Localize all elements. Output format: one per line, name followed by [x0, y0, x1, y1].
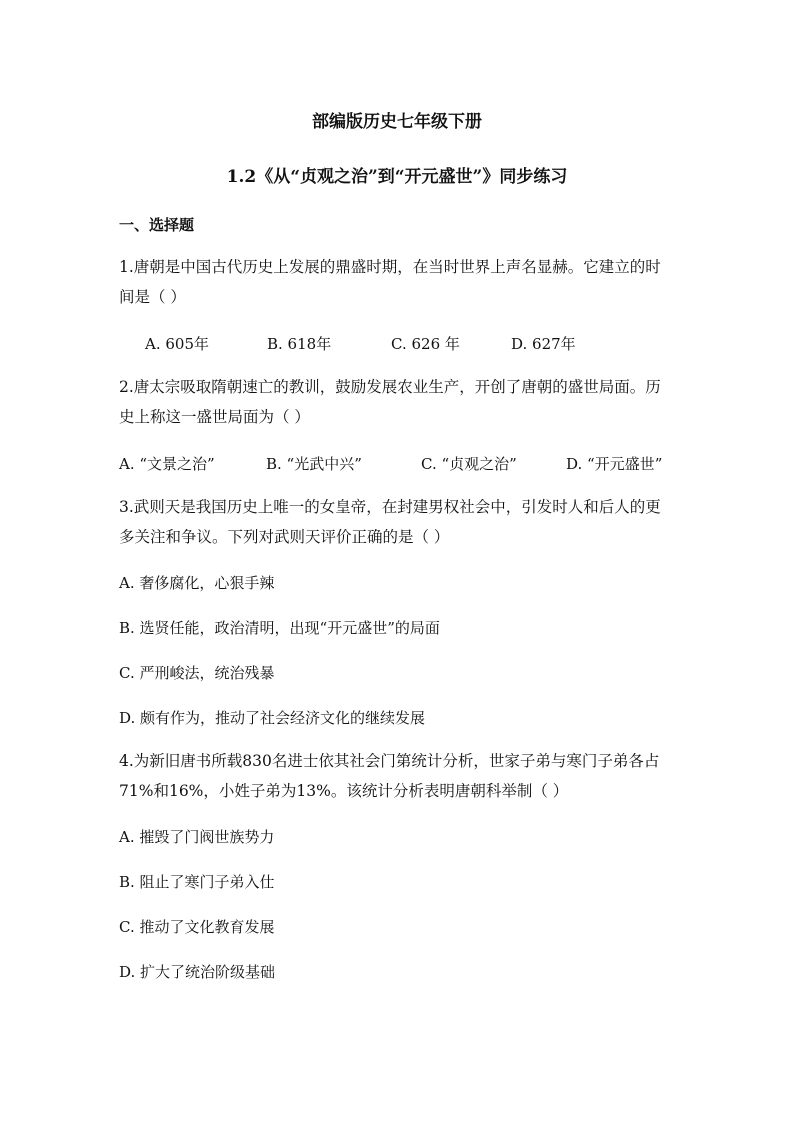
question-1-option-a: A. 605年 [145, 335, 209, 353]
question-2-line-2: 史上称这一盛世局面为（ ） [119, 408, 310, 426]
question-4-line-1: 4.为新旧唐书所载830名进士依其社会门第统计分析，世家子弟与寒门子弟各占 [119, 752, 660, 770]
question-2-option-c: C. “贞观之治” [421, 455, 517, 473]
question-3-option-a: A. 奢侈腐化，心狠手辣 [119, 574, 275, 592]
question-1-option-b: B. 618年 [267, 335, 332, 353]
question-4-option-d: D. 扩大了统治阶级基础 [119, 963, 276, 981]
question-4-option-b: B. 阻止了寒门子弟入仕 [119, 873, 275, 891]
question-1-option-d: D. 627年 [511, 335, 576, 353]
document-subtitle: 1.2《从“贞观之治”到“开元盛世”》同步练习 [226, 167, 568, 187]
question-3-option-d: D. 颇有作为，推动了社会经济文化的继续发展 [119, 709, 426, 727]
document-title: 部编版历史七年级下册 [312, 112, 482, 132]
question-2-option-d: D. “开元盛世” [566, 455, 663, 473]
question-3 [119, 492, 679, 552]
question-1 [119, 252, 679, 312]
question-4-option-a: A. 摧毁了门阀世族势力 [119, 828, 275, 846]
question-1-line-2: 间是（ ） [119, 288, 186, 306]
question-3-line-1: 3.武则天是我国历史上唯一的女皇帝，在封建男权社会中，引发时人和后人的更 [119, 498, 661, 516]
question-3-option-b: B. 选贤任能，政治清明，出现“开元盛世”的局面 [119, 619, 440, 637]
section-heading: 一、选择题 [119, 216, 195, 234]
question-3-option-c: C. 严刑峻法，统治残暴 [119, 664, 275, 682]
question-4 [119, 746, 679, 806]
question-2-option-a: A. “文景之治” [119, 455, 215, 473]
question-2 [119, 372, 679, 432]
question-1-line-1: 1.唐朝是中国古代历史上发展的鼎盛时期，在当时世界上声名显赫。它建立的时 [119, 258, 661, 276]
question-4-option-c: C. 推动了文化教育发展 [119, 918, 275, 936]
question-3-line-2: 多关注和争议。下列对武则天评价正确的是（ ） [119, 528, 450, 546]
question-2-line-1: 2.唐太宗吸取隋朝速亡的教训，鼓励发展农业生产，开创了唐朝的盛世局面。历 [119, 378, 661, 396]
question-2-option-b: B. “光武中兴” [266, 455, 362, 473]
question-1-option-c: C. 626 年 [391, 335, 460, 353]
question-4-line-2: 71%和16%，小姓子弟为13%。该统计分析表明唐朝科举制（ ） [119, 782, 569, 800]
